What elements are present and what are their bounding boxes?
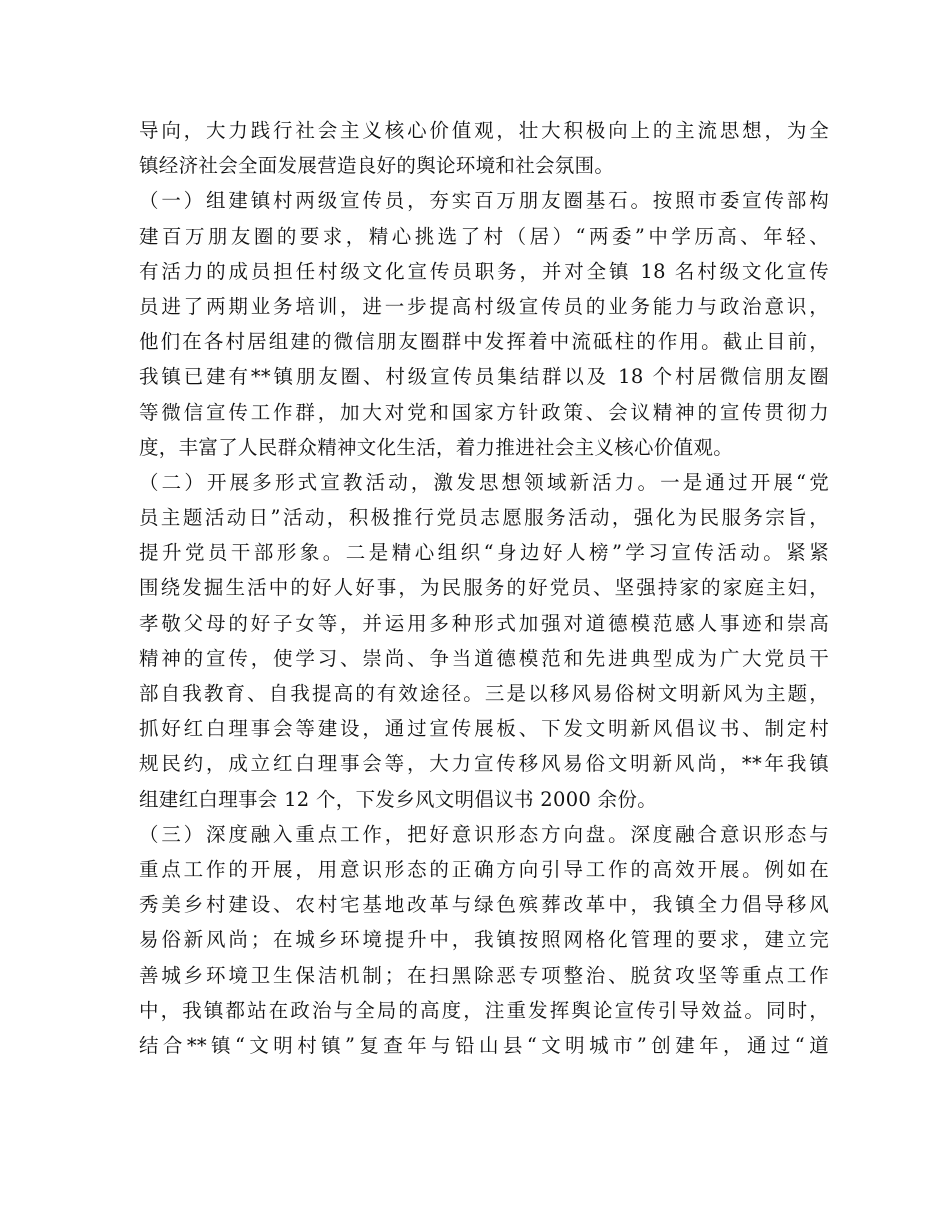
text-line: 抓好红白理事会等建设，通过宣传展板、下发文明新风倡议书、制定村: [139, 717, 829, 741]
text-line: 他们在各村居组建的微信朋友圈群中发挥着中流砥柱的作用。截止目前，: [139, 330, 829, 354]
text-line: 秀美乡村建设、农村宅基地改革与绿色殡葬改革中，我镇全力倡导移风: [139, 893, 829, 917]
text-line: 部自我教育、自我提高的有效途径。三是以移风易俗树文明新风为主题，: [139, 682, 829, 705]
body-text: [139, 113, 829, 1063]
text-line: 围绕发掘生活中的好人好事，为民服务的好党员、坚强持家的家庭主妇，: [139, 576, 829, 600]
text-line: 我镇已建有**镇朋友圈、村级宣传员集结群以及 18 个村居微信朋友圈: [139, 365, 829, 389]
text-line: （二）开展多形式宣教活动，激发思想领域新活力。一是通过开展“党: [139, 470, 829, 494]
text-line: （三）深度融入重点工作，把好意识形态方向盘。深度融合意识形态与: [139, 822, 829, 846]
text-line: 孝敬父母的好子女等，并运用多种形式加强对道德模范感人事迹和崇高: [139, 611, 829, 635]
text-line: 易俗新风尚；在城乡环境提升中，我镇按照网格化管理的要求，建立完: [139, 928, 829, 952]
text-line: 度，丰富了人民群众精神文化生活，着力推进社会主义核心价值观。: [139, 435, 734, 459]
text-line: 员主题活动日”活动，积极推行党员志愿服务活动，强化为民服务宗旨，: [139, 506, 829, 530]
text-line: 提升党员干部形象。二是精心组织“身边好人榜”学习宣传活动。紧紧: [139, 541, 829, 565]
text-line: 结合**镇“文明村镇”复查年与铅山县“文明城市”创建年，通过“道: [139, 1033, 829, 1057]
text-line: 重点工作的开展，用意识形态的正确方向引导工作的高效开展。例如在: [139, 857, 829, 881]
text-line: （一）组建镇村两级宣传员，夯实百万朋友圈基石。按照市委宣传部构: [139, 189, 829, 213]
text-line: 规民约，成立红白理事会等，大力宣传移风易俗文明新风尚，**年我镇: [139, 752, 829, 776]
text-line: 中，我镇都站在政治与全局的高度，注重发挥舆论宣传引导效益。同时，: [139, 998, 829, 1022]
text-line: 等微信宣传工作群，加大对党和国家方针政策、会议精神的宣传贯彻力: [139, 400, 829, 424]
text-line: 组建红白理事会 12 个，下发乡风文明倡议书 2000 余份。: [139, 787, 658, 811]
text-line: 建百万朋友圈的要求，精心挑选了村（居）“两委”中学历高、年轻、: [139, 224, 829, 248]
text-line: 有活力的成员担任村级文化宣传员职务，并对全镇 18 名村级文化宣传: [139, 259, 829, 283]
text-line: 镇经济社会全面发展营造良好的舆论环境和社会氛围。: [139, 154, 615, 178]
text-line: 导向，大力践行社会主义核心价值观，壮大积极向上的主流思想，为全: [139, 119, 829, 142]
text-line: 善城乡环境卫生保洁机制；在扫黑除恶专项整治、脱贫攻坚等重点工作: [139, 963, 829, 987]
text-line: 员进了两期业务培训，进一步提高村级宣传员的业务能力与政治意识，: [139, 294, 829, 318]
text-line: 精神的宣传，使学习、崇尚、争当道德模范和先进典型成为广大党员干: [139, 646, 829, 670]
